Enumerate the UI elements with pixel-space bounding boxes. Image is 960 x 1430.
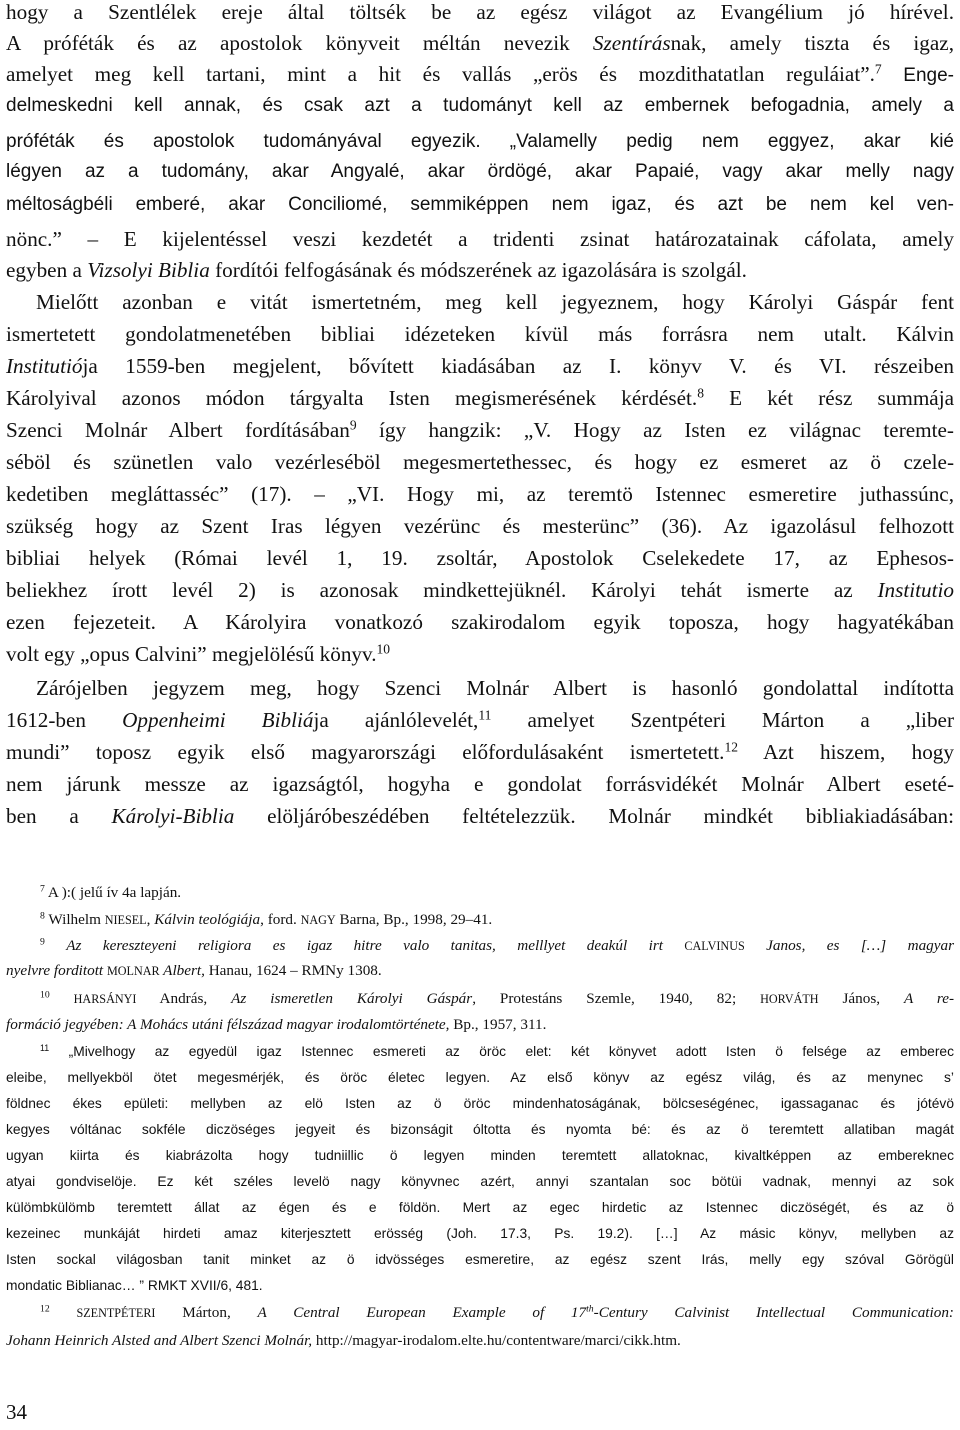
text-line: Institutiója 1559-ben megjelent, bővített kiadásában az I. könyv V. és VI. részeiben [6,354,954,378]
text-line: ben a Károlyi-Biblia elöljáróbeszédében feltételezzük. Molnár mindkét bibliakiadásában: [6,804,954,828]
footnote-ref: 11 [478,707,492,723]
footnote-11-cont: Isten sockal világosban tanit minket az ö idvösséges esmeretire, az egész szent Irás, melly egy szóval Görögül [6,1252,954,1267]
text-line: bibliai helyek (Római levél 1, 19. zsoltár, Apostolok Cselekedete 17, az Ephesos- [6,546,954,570]
text-line: séböl és szünetlen valo vezérleséböl megesmertethessec, és hogy ez esmeret az ö czele- [6,450,954,474]
text-line: amelyet meg kell tartani, mint a hit és vallás „erös és mozdithatatlan reguláiat”.$^7$ Enge- [6,61,955,86]
footnote-11: $^{11}$ „Mivelhogy az egyedül igaz Istennec esmereti az öröc elet: két könyvet adott Isten ö felsége az emberec [40,1043,954,1059]
footnote-11-cont: atyai gondviselöje. Ez két széles levelö nagy könyvnec azért, annyi szantalan soc bötüi vadnak, mennyi az sok [6,1174,954,1189]
footnote-ref: 9 [349,417,357,433]
footnote-ref: 8 [697,385,704,401]
text-line: egyben a Vizsolyi Biblia fordítói felfogásának és módszerének az igazolására is szolgál. [6,258,747,282]
text-line: Zárójelben jegyzem meg, hogy Szenci Molnár Albert is hasonló gondolattal indította [36,676,954,700]
footnote-ref: 12 [724,739,738,755]
footnote-8: $^8$ Wilhelm NIESEL, Kálvin teológiája, ford. NAGY Barna, Bp., 1998, 29–41. [40,910,493,928]
page-number: 34 [6,1400,27,1424]
text-line: A próféták és az apostolok könyveit méltán nevezik Szentírásnak, amely tiszta és igaz, [6,31,954,55]
text-line: ezen fejezeteit. A Károlyira vonatkozó szakirodalom egyik toposza, hogy hagyatékában [6,610,954,634]
footnote-12: $^{12}$ SZENTPÉTERI Márton, A Central European Example of 17th-Century Calvinist Intellectual Communication: [40,1303,954,1321]
text-line: ismertetett gondolatmenetében bibliai idézeteken kívül más forrásra nem utalt. Kálvin [6,322,954,346]
footnote-11-cont: mondatic Biblianac… ” RMKT XVII/6, 481. [6,1278,263,1293]
footnote-10-cont: formáció jegyében: A Mohács utáni félszázad magyar irodalomtörténete, Bp., 1957, 311. [6,1016,547,1033]
text-line: mundi” toposz egyik első magyarországi előfordulásaként ismertetett.$^{12}$ Azt hiszem, hogy [6,739,954,764]
footnote-12-cont: Johann Heinrich Alsted and Albert Szenci Molnár, http://magyar-irodalom.elte.hu/contentware/marci/cikk.htm. [6,1332,681,1349]
text-line: Mielőtt azonban e vitát ismertetném, meg kell jegyeznem, hogy Károlyi Gáspár fent [36,290,954,314]
footnote-7: $^7$ A ):( jelű ív 4a lapján. [40,883,182,901]
text-line: hogy a Szentlélek ereje által töltsék be az egész világot az Evangélium jó hírével. [6,0,954,24]
footnote-11-cont: eleibe, mellyekböl ötet megesmérjék, és öröc életec legyen. Az első könyv az egész világ, és az menynec s’ [6,1070,954,1085]
text-line: beliekhez írott levél 2) is azonosak mindkettejüknél. Károlyi tehát ismerte az Institutio [6,578,954,602]
footnote-11-cont: földnec ékes epületi: mellyben az elö Isten az ö öröc mindenhatoságának, bölcseségénec, igassaganac és jótévö [6,1096,954,1111]
footnote-11-cont: külömbkülömb teremtett állat az égen és e földön. Mert az egec hirdetic az Istennec diczöségét, és az ö [6,1200,954,1215]
text-line: volt egy „opus Calvini” megjelölésű könyv.$^{10}$ [6,641,391,666]
footnote-11-cont: kezeinec munkáját hirdeti amaz kiterjesztett erösség (Joh. 17.3, Ps. 19.2). […] Az másic könyv, mellyben az [6,1226,954,1241]
text-line: delmeskedni kell annak, és csak azt a tudományt kell az embernek befogadnia, amely a [6,95,954,116]
text-line: nem járunk messze az igazságtól, hogyha e gondolat forrásvidékét Molnár Albert eseté- [6,772,954,796]
text-line: légyen az a tudomány, akar Angyalé, akar ördögé, akar Papaié, vagy akar melly nagy [6,161,954,182]
text-line: nönc.” – E kijelentéssel veszi kezdetét a tridenti zsinat határozatainak cáfolata, amely [6,227,954,251]
footnote-9-cont: nyelvre forditott MOLNAR Albert, Hanau, 1624 – RMNy 1308. [6,962,382,979]
footnote-ref: 10 [376,641,391,657]
footnote-9: $^9$ Az kereszteyeni religiora es igaz hitre valo tanitas, melllyet deakúl irt CALVINUS Janos, es […] magyar [40,936,955,954]
text-line: próféták és apostolok tudományával egyezik. „Valamelly pedig nem eggyez, akar kié [6,131,954,152]
text-line: Károlyival azonos módon tárgyalta Isten megismerésének kérdését.$^8$ E két rész summája [6,385,954,410]
text-line: Szenci Molnár Albert fordításában$^9$ így hangzik: „V. Hogy az Isten ez világnac teremte- [6,417,954,442]
text-line: szükség hogy az Szent Iras légyen vezérünc és mesterünc” (36). Az igazolásul felhozott [6,514,954,538]
footnote-11-cont: kegyes vóltánac sokféle diczöséges jegyeit és bizonságit óltotta és nyomta bé: és az ö teremtett allatiban magát [6,1122,954,1137]
text-line: méltoságbéli emberé, akar Conciliomé, semmiképpen nem igaz, és azt be nem kel ven- [6,194,954,215]
footnote-ref: 7 [874,61,882,77]
text-line: 1612-ben Oppenheimi Bibliája ajánlólevelét,$^{11}$ amelyet Szentpéteri Márton a „liber [6,707,954,732]
footnote-11-cont: ugyan kiirta és kiabrázolta hogy tudniillic ö legyen minden teremtett allatoknac, kivaltképpen az embereknec [6,1148,954,1163]
footnote-10: $^{10}$ HARSÁNYI András, Az ismeretlen Károlyi Gáspár, Protestáns Szemle, 1940, 82; HORVÁTH János, A re- [40,989,955,1007]
text-line: kedetiben megláttasséc” (17). – „VI. Hogy mi, az teremtö Istennec esmeretire juthassúnc, [6,482,954,506]
